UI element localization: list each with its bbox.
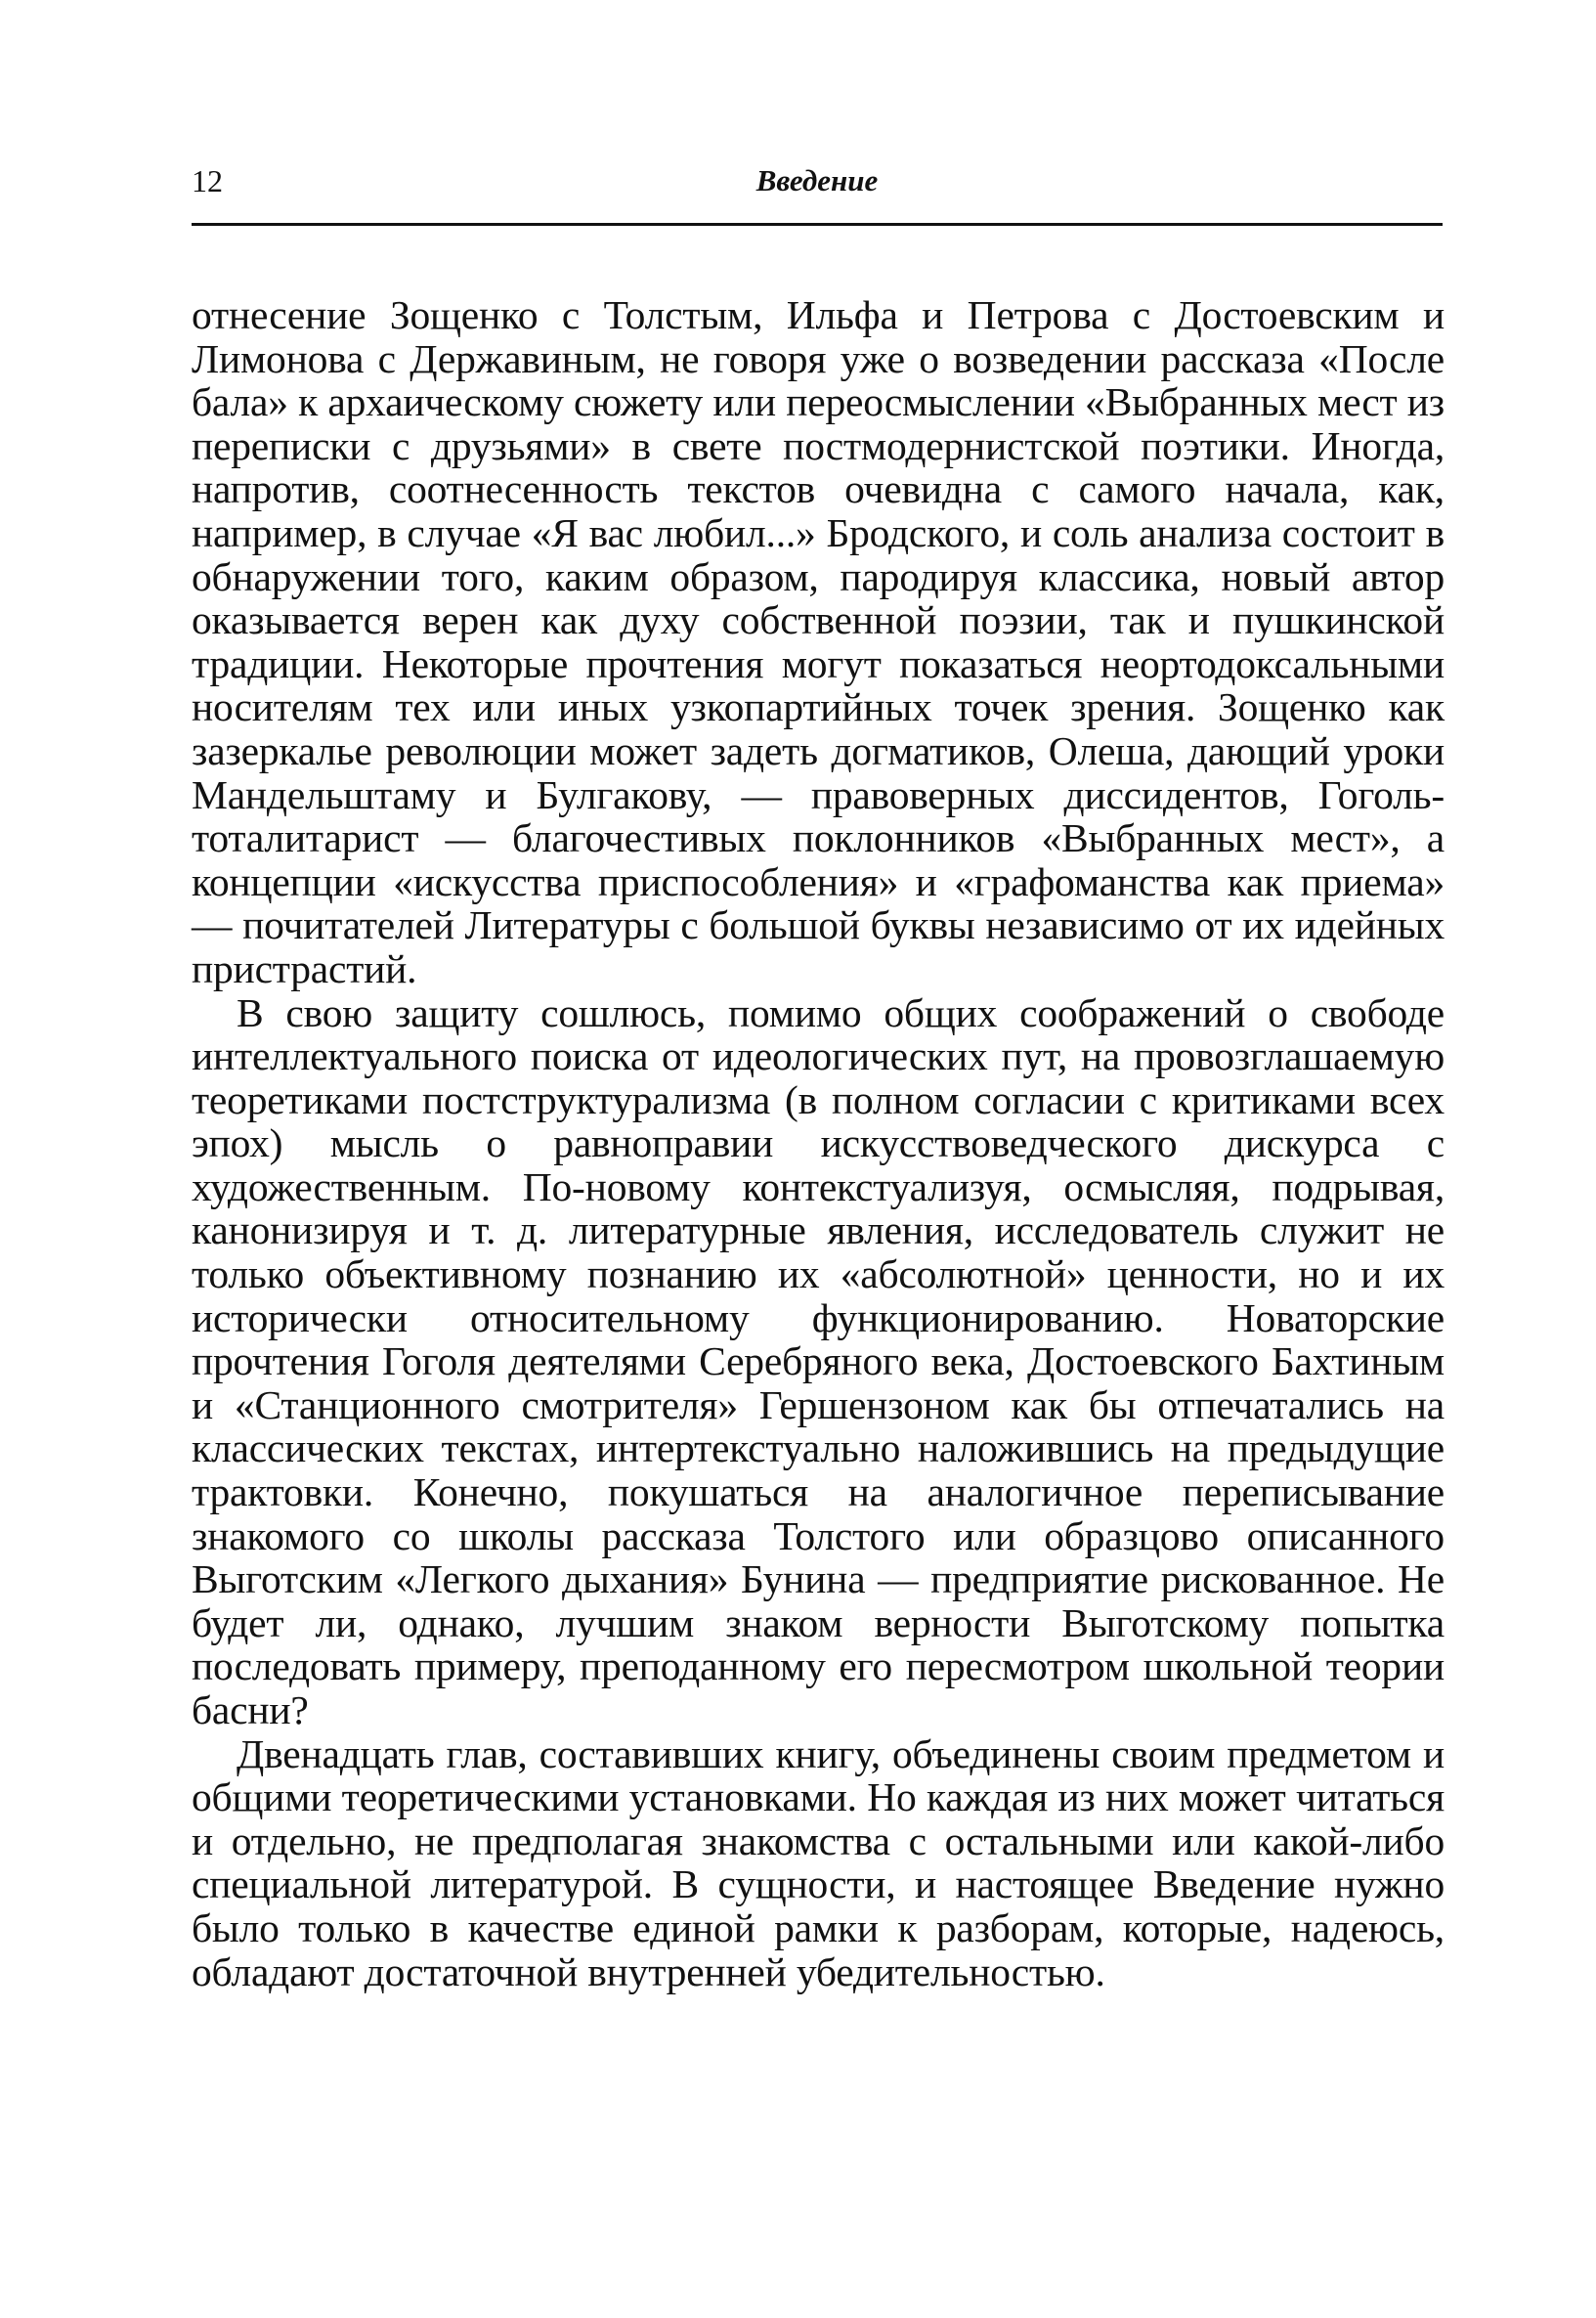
- running-title: Введение: [755, 163, 879, 197]
- paragraph-defense: В свою защиту сошлюсь, помимо общих соображений о свободе интеллектуального поиска от идеологических пут, на провозглашаемую теоретиками постструктурализма (в полном согласии с критиками всех эпох) мысль о равноправии искусствоведческого дискурса с художественным. По-новому контекстуализуя, осмысляя, подрывая, канонизируя и т. д. литературные явления, исследователь служит не только объективному познанию их «абсолютной» ценности, но и их исторически относительному функционированию. Новаторские прочтения Гоголя деятелями Серебряного века, Достоевского Бахтиным и «Станционного смотрителя» Гершензоном как бы отпечатались на классических текстах, интертекстуально наложившись на предыдущие трактовки. Конечно, покушаться на аналогичное переписывание знакомого со школы рассказа Толстого или образцово описанного Выготским «Легкого дыхания» Бунина — предприятие рискованное. Не будет ли, однако, лучшим знаком верности Выготскому попытка последовать примеру, преподанному его пересмотром школьной теории басни?: [192, 989, 1445, 1732]
- header-rule: [192, 223, 1443, 226]
- paragraph-continued: отнесение Зощенко с Толстым, Ильфа и Петрова с Достоевским и Лимонова с Державиным, не говоря уже о возведении рассказа «После бала» к архаическому сюжету или переосмыслении «Выбранных мест из переписки с друзьями» в свете постмодернистской поэтики. Иногда, напротив, соотнесенность текстов очевидна с самого начала, как, например, в случае «Я вас любил...» Бродского, и соль анализа состоит в обнаружении того, каким образом, пародируя классика, новый автор оказывается верен как духу собственной поэзии, так и пушкинской традиции. Некоторые прочтения могут показаться неортодоксальными носителям тех или иных узкопартийных точек зрения. Зощенко как зазеркалье революции может задеть догматиков, Олеша, дающий уроки Мандельштаму и Булгакову, — правоверных диссидентов, Гоголь-тоталитарист — благочестивых поклонников «Выбранных мест», а концепции «искусства приспособления» и «графоманства как приема» — почитателей Литературы с большой буквы независимо от их идейных пристрастий.: [192, 292, 1445, 991]
- page-number: 12: [192, 163, 223, 198]
- body-text: [192, 293, 1445, 1993]
- running-head: [192, 156, 1443, 205]
- paragraph-chapters: Двенадцать глав, составивших книгу, объединены своим предметом и общими теоретическими установками. Но каждая из них может читаться и отдельно, не предполагая знакомства с остальными или какой-либо специальной литературой. В сущности, и настоящее Введение нужно было только в качестве единой рамки к разборам, которые, надеюсь, обладают достаточной внутренней убедительностью.: [192, 1730, 1445, 1994]
